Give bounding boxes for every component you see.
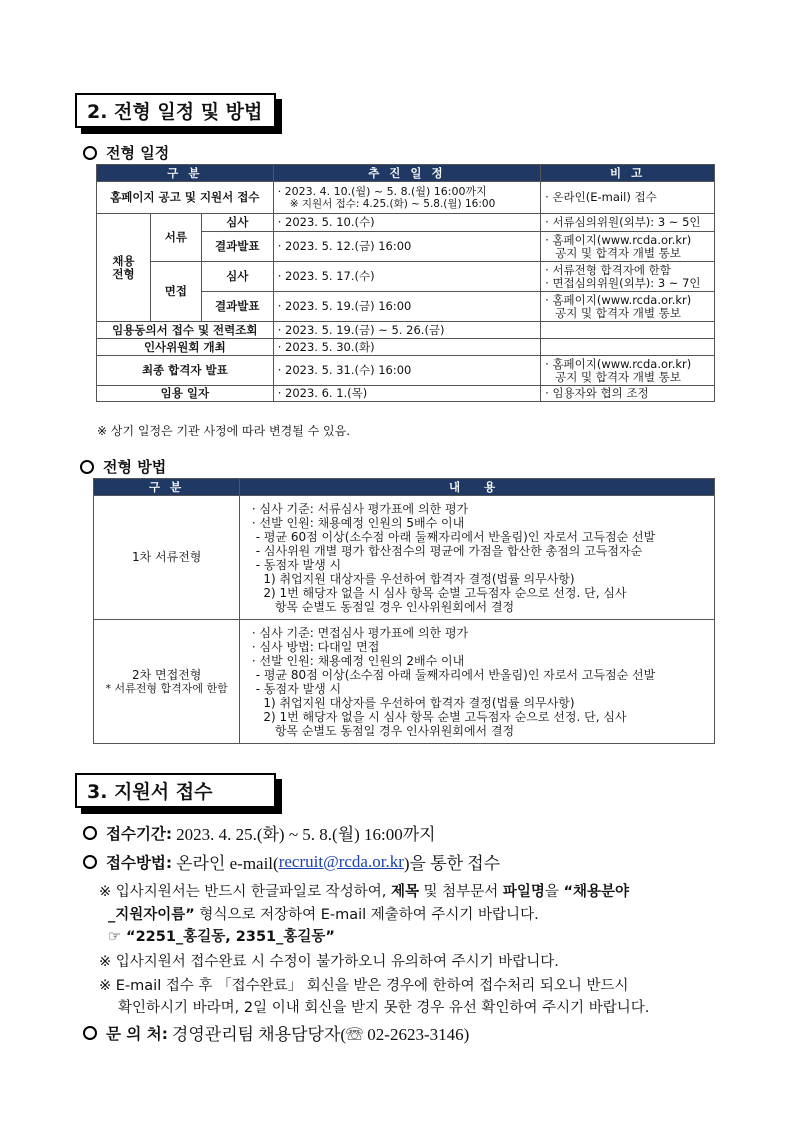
row-date: · 2023. 5. 19.(금) ~ 5. 26.(금)	[273, 322, 540, 339]
contact-value: 경영관리팀 채용담당자(☏ 02-2623-3146)	[171, 1025, 470, 1044]
note-no-edit: ※ 입사지원서 접수완료 시 수정이 불가하오니 유의하여 주시기 바랍니다.	[99, 954, 559, 970]
section-title: 2. 전형 일정 및 방법	[87, 101, 263, 123]
row-date: · 2023. 5. 19.(금) 16:00	[273, 292, 540, 322]
doc-label: 서류	[150, 214, 201, 262]
header-schedule: 추 진 일 정	[273, 165, 540, 182]
desc-line: - 동점자 발생 시	[244, 681, 342, 696]
header-remarks: 비 고	[541, 165, 715, 182]
period-value: 2023. 4. 25.(화) ~ 5. 8.(월) 16:00까지	[176, 825, 436, 844]
row-label: 결과발표	[201, 292, 273, 322]
schedule-table	[96, 164, 715, 402]
note-file-format	[99, 880, 629, 901]
row-remark-cont: 공지 및 합격자 개별 통보	[555, 305, 681, 320]
note-bold: “채용분야	[563, 884, 630, 900]
stage-description	[240, 496, 715, 620]
circle-bullet-icon	[80, 460, 94, 474]
note-text: ※ 입사지원서는 반드시 한글파일로 작성하여,	[99, 884, 391, 900]
stage-label-cell	[94, 620, 240, 744]
note-text: 및 첨부문서	[418, 884, 503, 900]
method-table	[93, 478, 715, 744]
contact-label: 문 의 처:	[106, 1024, 168, 1043]
contact	[83, 1020, 469, 1045]
desc-line: - 평균 80점 이상(소수점 아래 둘째자리에서 반올림)인 자로서 고득점순 선발	[244, 667, 656, 682]
desc-line: · 심사 방법: 다대일 면접	[244, 639, 380, 654]
interview-label: 면접	[150, 262, 201, 322]
row-remark	[541, 322, 715, 339]
subtitle-text: 전형 방법	[103, 458, 167, 476]
row-date-note: ※ 지원서 접수: 4.25.(화) ~ 5.8.(월) 16:00	[289, 197, 496, 210]
row-date: · 2023. 6. 1.(목)	[273, 386, 540, 402]
method-post: )을 통한 접수	[403, 854, 501, 873]
row-remark: · 서류심의위원(외부): 3 ~ 5인	[541, 214, 715, 232]
desc-line: - 동점자 발생 시	[244, 557, 342, 572]
row-label: 인사위원회 개최	[97, 339, 274, 356]
row-label: 임용동의서 접수 및 전력조회	[97, 322, 274, 339]
row-date: · 2023. 5. 30.(화)	[273, 339, 540, 356]
row-remark-cont: · 면접심의위원(외부): 3 ~ 7인	[545, 275, 701, 290]
row-remark: · 임용자와 협의 조정	[541, 386, 715, 402]
desc-line: · 선발 인원: 채용예정 인원의 2배수 이내	[244, 653, 465, 668]
row-remark-cont: 공지 및 합격자 개별 통보	[555, 245, 681, 260]
note-bold: 파일명	[502, 884, 545, 900]
circle-bullet-icon	[83, 146, 97, 160]
desc-line: · 심사 기준: 면접심사 평가표에 의한 평가	[244, 625, 469, 640]
row-date: · 2023. 5. 31.(수) 16:00	[273, 356, 540, 386]
row-label: 심사	[201, 262, 273, 292]
application-method	[83, 849, 500, 874]
row-date: · 2023. 5. 17.(수)	[273, 262, 540, 292]
row-date: · 2023. 5. 10.(수)	[273, 214, 540, 232]
row-remark-cont: 공지 및 합격자 개별 통보	[555, 369, 681, 384]
circle-bullet-icon	[83, 855, 97, 869]
method-label: 접수방법:	[106, 853, 173, 872]
row-label: 임용 일자	[97, 386, 274, 402]
row-label: 최종 합격자 발표	[97, 356, 274, 386]
note-bold: _지원자이름”	[108, 907, 195, 923]
row-label: 홈페이지 공고 및 지원서 접수	[97, 182, 274, 214]
email-link[interactable]: recruit@rcda.or.kr	[278, 851, 404, 871]
note-text: 을	[544, 884, 564, 900]
schedule-subtitle	[83, 142, 169, 163]
note-confirmation-cont: 확인하시기 바라며, 2일 이내 회신을 받지 못한 경우 유선 확인하여 주시기 바랍니다.	[118, 1000, 650, 1016]
group-label: 채용 전형	[97, 214, 151, 322]
desc-line: 1) 취업지원 대상자를 우선하여 합격자 결정(법률 의무사항)	[244, 695, 575, 710]
row-label: 심사	[201, 214, 273, 232]
note-text: 형식으로 저장하여 E-mail 제출하여 주시기 바랍니다.	[194, 907, 539, 923]
circle-bullet-icon	[83, 826, 97, 840]
subtitle-text: 전형 일정	[106, 144, 170, 162]
note-confirmation: ※ E-mail 접수 후 「접수완료」 회신을 받은 경우에 한하여 접수처리 되오니 반드시	[99, 978, 629, 994]
section-title: 3. 지원서 접수	[87, 781, 213, 803]
desc-line: 항목 순별도 동점일 경우 인사위원회에서 결정	[244, 723, 515, 738]
row-remark: · 홈페이지(www.rcda.or.kr)	[545, 232, 692, 247]
application-period	[83, 820, 436, 845]
desc-line: · 심사 기준: 서류심사 평가표에 의한 평가	[244, 501, 469, 516]
header-category: 구 분	[94, 479, 240, 496]
section-heading	[75, 773, 276, 808]
method-pre: 온라인 e-mail(	[176, 854, 279, 873]
row-remark: · 홈페이지(www.rcda.or.kr)	[545, 356, 692, 371]
row-remark: · 홈페이지(www.rcda.or.kr)	[545, 292, 692, 307]
header-category: 구 분	[97, 165, 274, 182]
desc-line: 2) 1번 해당자 없을 시 심사 항목 순별 고득점자 순으로 선정. 단, 심사	[244, 709, 627, 724]
desc-line: - 평균 60점 이상(소수점 아래 둘째자리에서 반올림)인 자로서 고득점순 선발	[244, 529, 656, 544]
row-remark	[541, 339, 715, 356]
row-remark: · 온라인(E-mail) 접수	[541, 182, 715, 214]
period-label: 접수기간:	[106, 824, 173, 843]
desc-line: 항목 순별도 동점일 경우 인사위원회에서 결정	[244, 599, 515, 614]
desc-line: 1) 취업지원 대상자를 우선하여 합격자 결정(법률 의무사항)	[244, 571, 575, 586]
desc-line: · 선발 인원: 채용예정 인원의 5배수 이내	[244, 515, 465, 530]
row-remark: · 서류전형 합격자에 한함	[545, 262, 671, 277]
note-bold: 제목	[390, 884, 419, 900]
header-content: 내 용	[240, 479, 715, 496]
section-heading	[75, 93, 276, 128]
row-label: 결과발표	[201, 232, 273, 262]
desc-line: - 심사위원 개별 평가 합산점수의 평균에 가점을 합산한 총점의 고득점자순	[244, 543, 643, 558]
stage-description	[240, 620, 715, 744]
circle-bullet-icon	[83, 1026, 97, 1040]
stage-label: 2차 면접전형	[131, 667, 202, 682]
note-file-format-cont	[108, 903, 539, 924]
schedule-footnote: ※ 상기 일정은 기관 사정에 따라 변경될 수 있음.	[97, 424, 351, 438]
filename-example: ☞ “2251_홍길동, 2351_홍길동”	[108, 929, 335, 945]
row-date: · 2023. 5. 12.(금) 16:00	[273, 232, 540, 262]
stage-sublabel: * 서류전형 합격자에 한함	[105, 681, 228, 695]
method-subtitle	[80, 456, 166, 477]
desc-line: 2) 1번 해당자 없을 시 심사 항목 순별 고득점자 순으로 선정. 단, 심사	[244, 585, 627, 600]
row-date: · 2023. 4. 10.(월) ~ 5. 8.(월) 16:00까지	[277, 184, 487, 198]
stage-label: 1차 서류전형	[94, 496, 240, 620]
